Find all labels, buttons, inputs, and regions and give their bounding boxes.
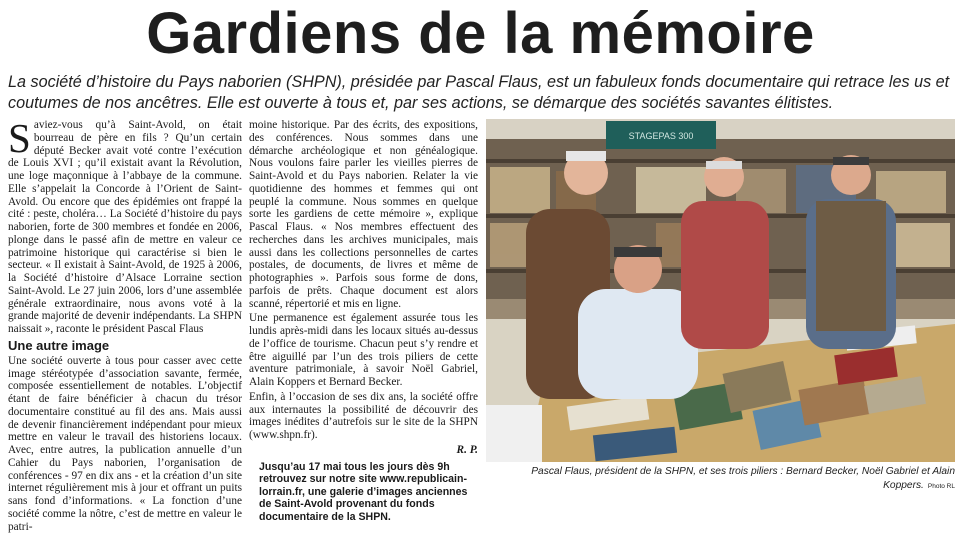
subheading: Une autre image	[8, 337, 110, 353]
photo-caption	[486, 465, 955, 493]
intro-text: aviez-vous qu’à Saint-Avold, on était bourreau de père en fils ? Qu’un certain député Becker avait voté contre l’exécution de Louis XVI ; qu’il existait avant la Révolution, une loge maçonnique à l’abbaye de la commune. Elle s’appelait la Concorde à l’Orient de Saint-Avold. Ou encore que des épidémies ont frappé la cité : peste, choléra… La Société d’histoire du pays naborien, forte de 300 membres et fondée en 2006, plonge dans le passé afin de mettre en valeur ce patrimoine historique qui caractérise si bien le secteur. « Il existait à Saint-Avold, de 1925 à 2006, la Société d’histoire d’Alsace Lorraine section Saint-Avold. Le 27 juin 2006, lors d’une assemblée générale extraordinaire, nous avons voté à la grande majorité de devenir indépendants. La SHPN naissait », raconte le président Pascal Flaus	[8, 119, 242, 335]
author-signature: R. P.	[456, 443, 478, 456]
photo-illustration	[486, 119, 955, 462]
body-paragraph: Enfin, à l’occasion de ses dix ans, la société offre aux internautes la possibilité de découvrir des images inédites d’autrefois sur le site de la SHPN (www.shpn.fr).	[249, 390, 478, 441]
body-paragraph: Une permanence est également assurée tous les lundis après-midi dans les locaux situés au-dessus de l’office de tourisme. Chacun peut s’y rendre et être aiguillé par l’un des trois piliers de cette aventure patrimoniale, à savoir Noël Gabriel, Alain Koppers et Bernard Becker.	[249, 312, 478, 388]
body-paragraph: Une société ouverte à tous pour casser avec cette image stéréotypée d’association savante, fermée, composée essentiellement de notables. L’objectif étant de faire bénéficier à chacun du trésor documentaire constitué au fil des ans. Mais aussi de devenir financièrement indépendant pour mieux mettre en valeur le travail des historiens locaux. Avec, entre autres, la publication annuelle d’un Cahier du Pays naborien, l’organisation de conférences - 97 en dix ans - et la création d’un site internet régulièrement mis à jour et offrant un puits sans fond d’informations. « La fonction d’une société comme la nôtre, c’est de mettre en valeur le patri-	[8, 354, 242, 533]
drop-cap: S	[8, 115, 31, 161]
column-2	[249, 119, 478, 523]
caption-text: Pascal Flaus, président de la SHPN, et ses trois piliers : Bernard Becker, Noël Gabriel et Alain Koppers.	[531, 466, 955, 491]
lead-paragraph: La société d’histoire du Pays naborien (SHPN), présidée par Pascal Flaus, est un fabuleux fonds documentaire qui retrace les us et coutumes de nos ancêtres. Elle est ouverte à tous et, par ses actions, se démarque des sociétés savantes élitistes.	[8, 73, 950, 112]
photo-sign: STAGEPAS 300	[628, 131, 694, 141]
photo-credit: Photo RL	[927, 482, 955, 490]
body-paragraph: moine historique. Par des écrits, des expositions, des conférences. Nous sommes dans une démarche archéologique et non généalogique. Nous voulons faire parler les vieilles pierres de Saint-Avold et du Pays naborien. Relater la vie quotidienne des hommes et femmes qui ont peuplé la commune. Nous sommes en quelque sorte les gardiens de cette mémoire », explique Pascal Flaus. « Nos membres effectuent des recherches dans les archives municipales, mais aussi dans les collections personnelles de cartes postales, de documents, de livres et même de photographies ». Parfois sous forme de dons, parfois de prêts. Chaque document est alors scanné, répertorié et mis en ligne.	[249, 119, 478, 310]
headline: Gardiens de la mémoire	[146, 1, 815, 66]
article-photo	[486, 119, 955, 462]
column-1	[8, 115, 242, 535]
promo-box: Jusqu’au 17 mai tous les jours dès 9h retrouvez sur notre site www.republicain-lorrain.fr, une galerie d’images anciennes de Saint-Avold provenant du fonds documentaire de la SHPN.	[259, 460, 468, 523]
intro-paragraph	[8, 115, 242, 336]
